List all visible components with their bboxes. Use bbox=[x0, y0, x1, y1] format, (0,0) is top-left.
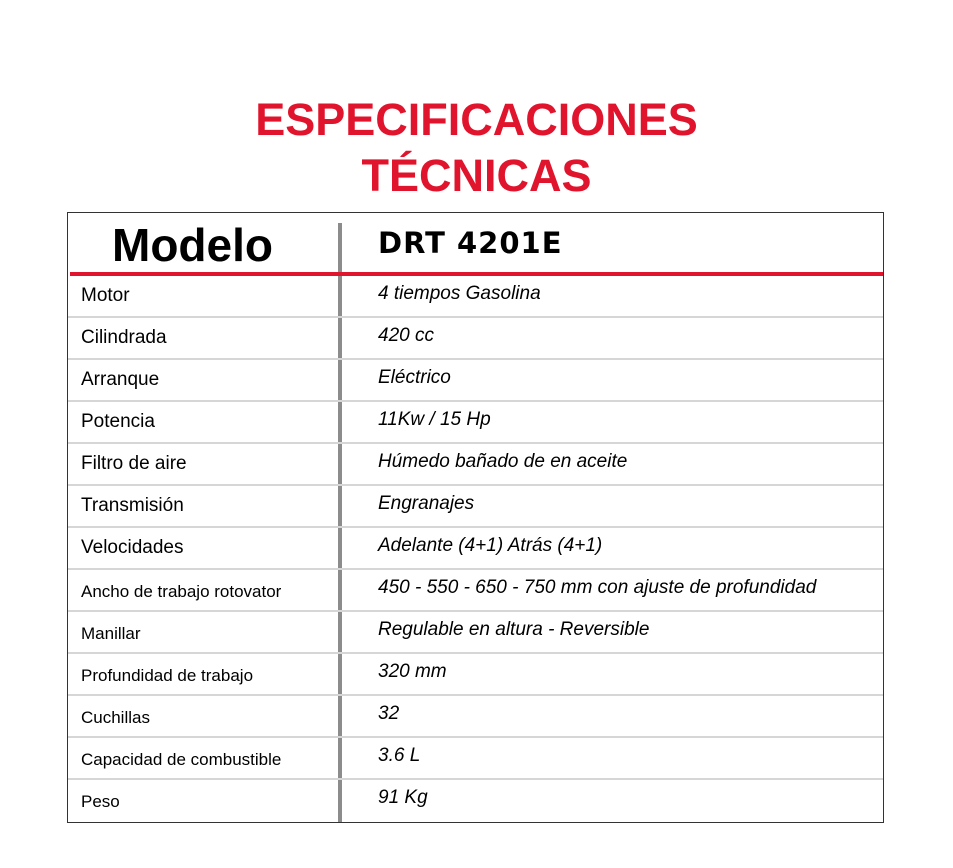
row-label: Filtro de aire bbox=[81, 453, 187, 474]
row-value: Húmedo bañado de en aceite bbox=[378, 451, 628, 472]
table-row bbox=[68, 569, 883, 611]
title-line-1: ESPECIFICACIONES bbox=[255, 94, 698, 146]
spec-table bbox=[67, 212, 884, 823]
row-value: Eléctrico bbox=[378, 367, 451, 388]
row-value: Engranajes bbox=[378, 493, 475, 514]
row-value: 420 cc bbox=[378, 325, 434, 346]
row-label: Manillar bbox=[81, 624, 141, 643]
table-row bbox=[68, 359, 883, 401]
row-value: 450 - 550 - 650 - 750 mm con ajuste de profundidad bbox=[378, 577, 817, 598]
row-label: Motor bbox=[81, 285, 130, 306]
row-value: 91 Kg bbox=[378, 787, 428, 808]
table-row bbox=[68, 275, 883, 317]
row-value: 4 tiempos Gasolina bbox=[378, 283, 541, 304]
row-value: 11Kw / 15 Hp bbox=[378, 409, 491, 430]
row-label: Cilindrada bbox=[81, 327, 167, 348]
table-row bbox=[68, 527, 883, 569]
row-label: Potencia bbox=[81, 411, 155, 432]
row-value: 3.6 L bbox=[378, 745, 421, 766]
row-label: Peso bbox=[81, 792, 120, 811]
row-value: Adelante (4+1) Atrás (4+1) bbox=[378, 535, 603, 556]
table-row bbox=[68, 485, 883, 527]
table-row bbox=[68, 779, 883, 821]
row-label: Arranque bbox=[81, 369, 160, 390]
table-row bbox=[68, 611, 883, 653]
table-row bbox=[68, 317, 883, 359]
table-header-row bbox=[68, 213, 883, 275]
row-label: Cuchillas bbox=[81, 708, 150, 727]
row-value: 320 mm bbox=[378, 661, 447, 682]
row-value: 32 bbox=[378, 703, 400, 724]
row-label: Capacidad de combustible bbox=[81, 750, 282, 769]
header-label: Modelo bbox=[112, 219, 273, 271]
table-row bbox=[68, 401, 883, 443]
row-label: Transmisión bbox=[81, 495, 184, 516]
row-label: Ancho de trabajo rotovator bbox=[81, 582, 282, 601]
header-value: DRT 4201E bbox=[378, 226, 563, 260]
title-line-2: TÉCNICAS bbox=[361, 150, 592, 202]
table-row bbox=[68, 737, 883, 779]
table-row bbox=[68, 443, 883, 485]
table-row bbox=[68, 695, 883, 737]
page-title bbox=[0, 92, 953, 204]
row-label: Profundidad de trabajo bbox=[81, 666, 254, 685]
table-row bbox=[68, 653, 883, 695]
row-value: Regulable en altura - Reversible bbox=[378, 619, 650, 640]
row-label: Velocidades bbox=[81, 537, 184, 558]
